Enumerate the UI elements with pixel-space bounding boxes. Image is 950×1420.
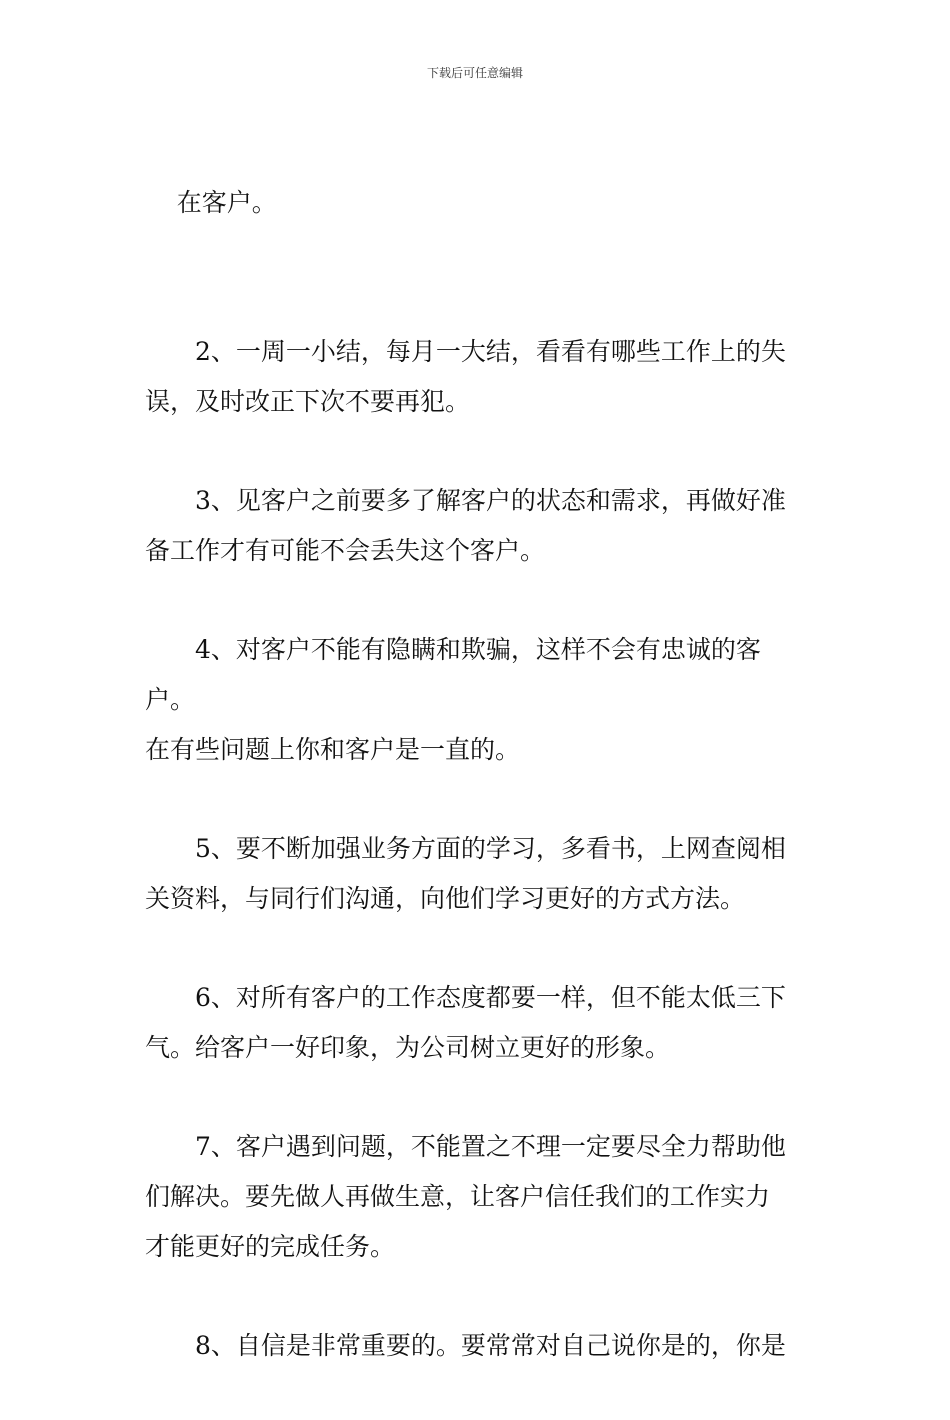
paragraph-line: 7、客户遇到问题，不能置之不理一定要尽全力帮助他 — [195, 1132, 786, 1161]
paragraph-line: 关资料，与同行们沟通，向他们学习更好的方式方法。 — [145, 884, 746, 913]
paragraph-line: 气。给客户一好印象，为公司树立更好的形象。 — [145, 1033, 671, 1062]
paragraph-line: 们解决。要先做人再做生意，让客户信任我们的工作实力 — [145, 1182, 771, 1211]
paragraph-line: 误，及时改正下次不要再犯。 — [145, 387, 471, 416]
paragraph-3 — [145, 476, 810, 576]
paragraph-5 — [145, 824, 810, 924]
paragraph-6 — [145, 973, 810, 1073]
paragraph-line: 才能更好的完成任务。 — [145, 1232, 396, 1261]
paragraph-line: 3、见客户之前要多了解客户的状态和需求，再做好准 — [195, 486, 786, 515]
paragraph-1 — [145, 128, 810, 278]
paragraph-line: 在有些问题上你和客户是一直的。 — [145, 735, 521, 764]
paragraph-line: 备工作才有可能不会丢失这个客户。 — [145, 536, 546, 565]
paragraph-line: 8、自信是非常重要的。要常常对自己说你是的，你是 — [195, 1331, 786, 1360]
page-header: 下载后可任意编辑 — [426, 66, 523, 80]
paragraph-4 — [145, 625, 810, 775]
document-body — [145, 128, 810, 1420]
paragraph-line: 6、对所有客户的工作态度都要一样，但不能太低三下 — [195, 983, 786, 1012]
paragraph-line: 2、一周一小结，每月一大结，看看有哪些工作上的失 — [195, 337, 786, 366]
paragraph-line: 在客户。 — [176, 188, 277, 217]
paragraph-8 — [145, 1321, 810, 1371]
paragraph-line: 4、对客户不能有隐瞒和欺骗，这样不会有忠诚的客户。 — [145, 635, 761, 714]
paragraph-2 — [145, 327, 810, 427]
paragraph-line: 5、要不断加强业务方面的学习，多看书，上网查阅相 — [195, 834, 786, 863]
paragraph-7 — [145, 1122, 810, 1272]
